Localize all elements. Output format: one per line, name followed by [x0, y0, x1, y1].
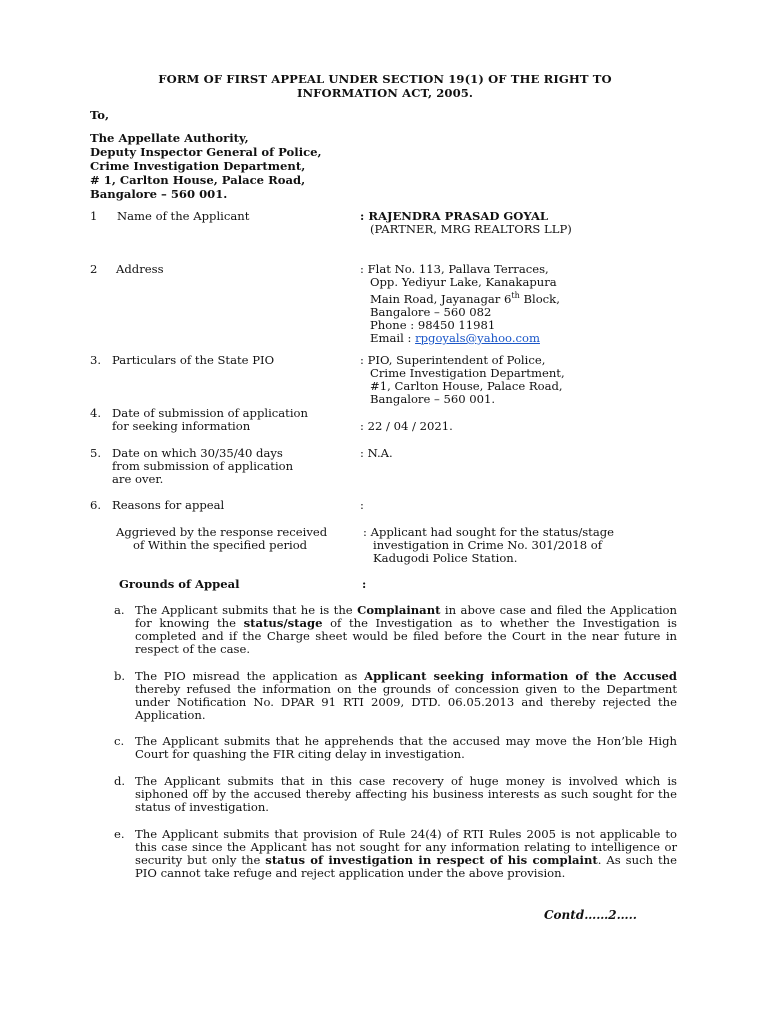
ground-a: [114, 604, 677, 656]
phone-line: Phone : 98450 11981: [370, 317, 496, 332]
item-label: Name of the Applicant: [117, 209, 250, 223]
ground-text: The Applicant submits that he apprehends that the accused may move the Hon’ble High Court for quashing the FIR citing delay in investigation.: [135, 734, 677, 761]
days-over-value: : N.A.: [360, 446, 393, 460]
form-title: [90, 72, 680, 100]
ground-letter: b.: [114, 669, 126, 683]
item-value: [360, 263, 560, 345]
item-label: Date of submission of application for seeking information: [112, 406, 308, 433]
aggrieved-label: Aggrieved by the response received of Within the specified period: [116, 525, 328, 552]
salutation: To,: [90, 108, 110, 122]
item-number: 2: [90, 262, 98, 276]
submission-date-value: : 22 / 04 / 2021.: [360, 419, 453, 433]
ground-letter: a.: [114, 603, 125, 617]
ground-letter: c.: [114, 734, 125, 748]
title-line-2: INFORMATION ACT, 2005.: [296, 86, 474, 100]
item-number: 5.: [90, 446, 102, 460]
pio-line: Bangalore – 560 001.: [370, 392, 496, 406]
grounds-heading-label: Grounds of Appeal: [119, 577, 240, 591]
pio-line: : PIO, Superintendent of Police,: [360, 353, 546, 367]
applicant-name: RAJENDRA PRASAD GOYAL: [368, 209, 549, 223]
item-label: Address: [116, 262, 164, 276]
authority-line: Bangalore – 560 001.: [90, 187, 228, 201]
continuation-note: Contd……2…..: [544, 908, 637, 922]
authority-line: Crime Investigation Department,: [90, 159, 306, 173]
ground-letter: e.: [114, 827, 125, 841]
ground-text: The Applicant submits that in this case recovery of huge money is involved which is siphoned off by the accused thereby affecting his business interests as such sought for the status of investigation.: [135, 774, 677, 814]
ground-d: [114, 775, 677, 814]
ground-c: [114, 735, 677, 761]
pio-line: Crime Investigation Department,: [370, 366, 565, 380]
aggrieved-value: : Applicant had sought for the status/stage investigation in Crime No. 301/2018 of Kadugodi Police Station.: [363, 525, 615, 565]
item-label: Particulars of the State PIO: [112, 353, 275, 367]
appellate-authority-address: [90, 131, 322, 201]
title-line-1: FORM OF FIRST APPEAL UNDER SECTION 19(1) OF THE RIGHT TO: [158, 72, 612, 86]
pio-line: #1, Carlton House, Palace Road,: [370, 379, 563, 393]
ground-text: The PIO misread the application as Applicant seeking information of the Accused thereby refused the information on the grounds of concession given to the Department under Notification No. DPAR 91 RTI 2009, DTD. 06.05.2013 and thereby rejected the Application.: [135, 669, 678, 722]
item-value: [360, 354, 565, 406]
item-value: : RAJENDRA PRASAD GOYAL (PARTNER, MRG REALTORS LLP): [360, 209, 572, 236]
email-link[interactable]: rpgoyals@yahoo.com: [415, 330, 540, 345]
grounds-heading-colon: :: [362, 577, 367, 591]
authority-line: Deputy Inspector General of Police,: [90, 145, 322, 159]
address-line: Opp. Yediyur Lake, Kanakapura: [370, 275, 557, 289]
ground-text: The Applicant submits that he is the Complainant in above case and filed the Application for knowing the status/stage of the Investigation as to whether the Investigation is completed and if the Charge sheet would be filed before the Court in the near future in respect of the case.: [135, 603, 678, 656]
authority-line: # 1, Carlton House, Palace Road,: [90, 173, 306, 187]
ground-b: [114, 670, 677, 722]
address-line: : Flat No. 113, Pallava Terraces,: [360, 262, 549, 276]
addressee-block: [90, 108, 322, 201]
ground-e: [114, 828, 677, 880]
address-line: Bangalore – 560 082: [370, 304, 492, 319]
reasons-colon: :: [360, 498, 364, 512]
item-number: 4.: [90, 406, 102, 420]
ground-letter: d.: [114, 774, 126, 788]
item-label: Reasons for appeal: [112, 498, 225, 512]
ground-text: The Applicant submits that provision of Rule 24(4) of RTI Rules 2005 is not applicable to this case since the Applicant has not sought for any information relating to intelligence or security but only the status of investigation in respect of his complaint. As such the PIO cannot take refuge and reject application under the above provision.: [135, 827, 677, 880]
item-label: Date on which 30/35/40 days from submission of application are over.: [112, 446, 294, 486]
item-number: 3.: [90, 353, 102, 367]
item-number: 6.: [90, 498, 102, 512]
email-line: Email : rpgoyals@yahoo.com: [370, 330, 540, 345]
address-line: Main Road, Jayanagar 6th Block,: [370, 291, 560, 306]
authority-line: The Appellate Authority,: [90, 131, 249, 145]
applicant-designation: (PARTNER, MRG REALTORS LLP): [370, 222, 572, 236]
item-number: 1: [90, 209, 98, 223]
